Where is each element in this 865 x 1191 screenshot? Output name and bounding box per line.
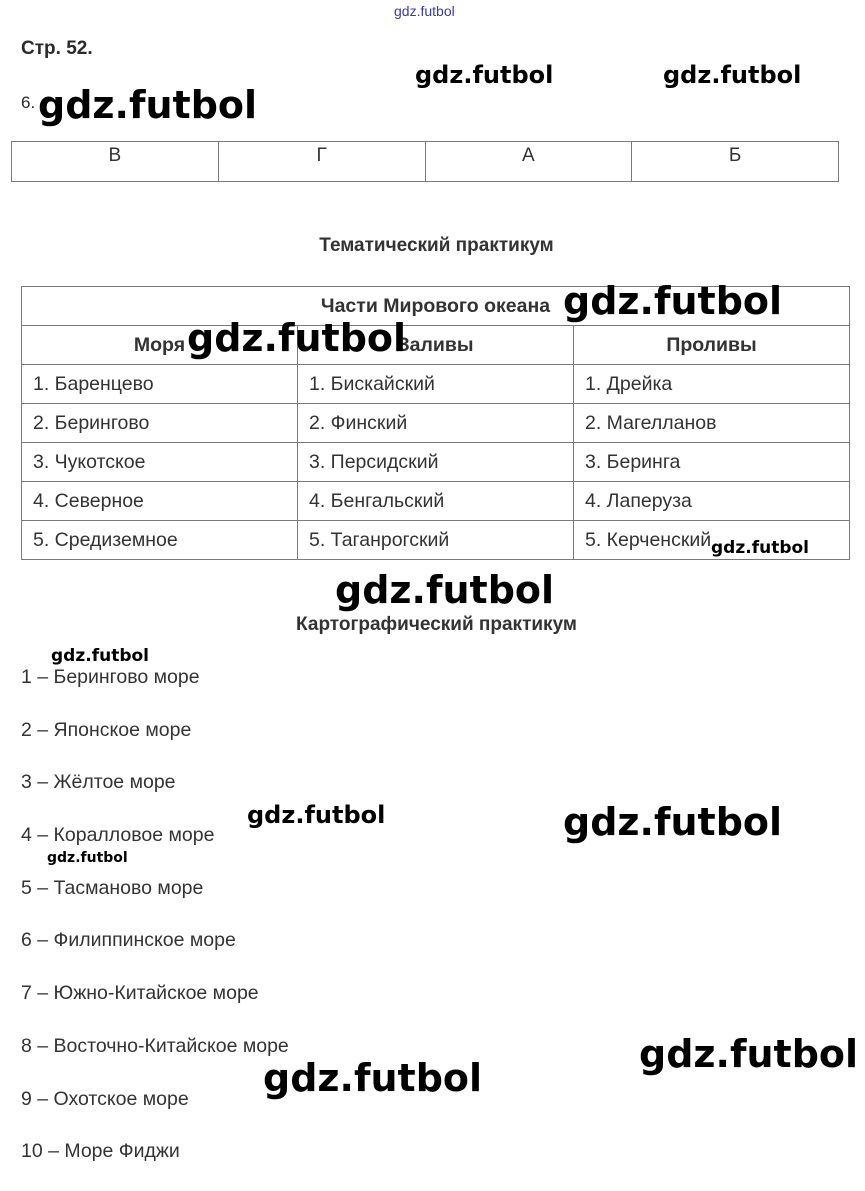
list-item: 4 – Коралловое море [21,824,215,847]
table-cell: 3. Беринга [574,443,850,482]
table-caption: Части Мирового океана [22,287,850,326]
answer-cell: Б [632,142,839,182]
watermark: gdz.futbol [51,646,149,666]
task-number: 6. [21,93,36,112]
table-cell: 2. Берингово [22,404,298,443]
watermark: gdz.futbol [711,538,809,558]
table-cell: 3. Чукотское [22,443,298,482]
table-cell: 4. Бенгальский [298,482,574,521]
watermark: gdz.futbol [187,316,407,360]
list-item: 1 – Берингово море [21,666,200,688]
list-item: 7 – Южно-Китайское море [21,982,259,1005]
watermark-top: gdz.futbol [394,3,455,19]
table-row [22,404,850,443]
watermark: gdz.futbol [47,850,128,866]
table-cell: 2. Финский [298,404,574,443]
table-cell: 5. Керченский [574,521,850,560]
cartographic-title: Картографический практикум [296,614,577,635]
ocean-parts-table [21,286,850,560]
column-header-straits: Проливы [574,326,850,365]
answer-row [12,142,839,182]
watermark: gdz.futbol [563,800,783,844]
table-cell: 1. Бискайский [298,365,574,404]
table-cell: 5. Средиземное [22,521,298,560]
column-header-bays: Заливы [298,326,574,365]
list-item: 9 – Охотское море [21,1087,189,1110]
list-item: 8 – Восточно-Китайское море [21,1034,289,1057]
table-cell: 4. Северное [22,482,298,521]
table-row [22,365,850,404]
table-cell: 1. Дрейка [574,365,850,404]
table-cell: 3. Персидский [298,443,574,482]
list-item: 5 – Тасманово море [21,876,204,899]
thematic-title: Тематический практикум [319,235,554,256]
list-item: 3 – Жёлтое море [21,771,176,794]
table-cell: 2. Магелланов [574,404,850,443]
watermark: gdz.futbol [263,1056,483,1100]
watermark: gdz.futbol [639,1032,859,1076]
list-item: 6 – Филиппинское море [21,929,236,952]
table-header-row [22,326,850,365]
answer-table [11,141,839,182]
watermark: gdz.futbol [563,279,783,323]
list-item: 10 – Море Фиджи [21,1140,180,1163]
watermark: gdz.futbol [415,61,554,89]
watermark: gdz.futbol [335,568,555,612]
watermark: gdz.futbol [38,83,258,127]
page-reference: Стр. 52. [21,38,93,59]
answer-cell: А [425,142,632,182]
cartographic-list [21,664,289,1191]
table-cell: 1. Баренцево [22,365,298,404]
table-row [22,443,850,482]
answer-cell: В [12,142,219,182]
table-cell: 5. Таганрогский [298,521,574,560]
watermark: gdz.futbol [663,61,802,89]
table-row [22,482,850,521]
watermark: gdz.futbol [247,801,386,829]
table-cell: 4. Лаперуза [574,482,850,521]
answer-cell: Г [218,142,425,182]
list-item: 2 – Японское море [21,718,192,741]
column-header-seas: Моря [22,326,298,365]
